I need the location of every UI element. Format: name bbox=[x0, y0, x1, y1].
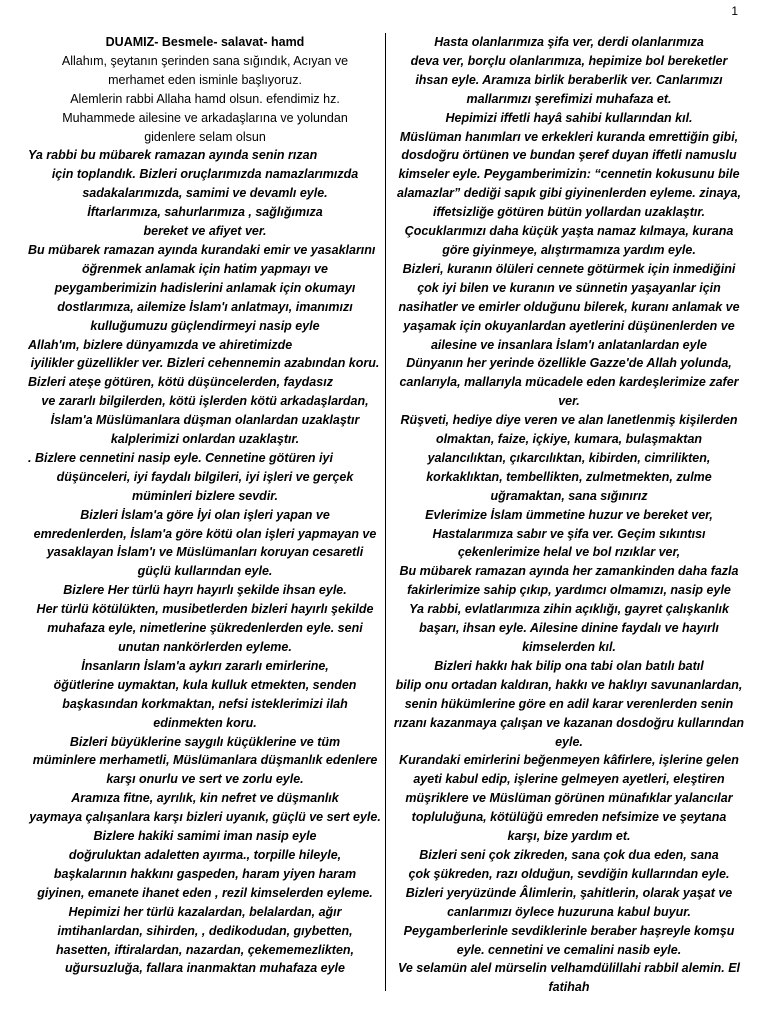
text-line: İslam'a Müslümanlara düşman olanlardan uzaklaştır bbox=[50, 413, 360, 428]
text-line: Aramıza fitne, ayrılık, kin nefret ve düşmanlık bbox=[71, 791, 339, 806]
text-line: sadakalarımızda, samimi ve devamlı eyle. bbox=[82, 186, 328, 201]
text-line: hasetten, iftiralardan, nazardan, çekememezlikten, bbox=[55, 942, 355, 957]
text-line: iffetsizliğe götüren bütün yollardan uzaklaştır. bbox=[432, 205, 706, 220]
right-column bbox=[392, 33, 746, 997]
text-line: mallarımızı şerefimizi muhafaza et. bbox=[466, 91, 672, 106]
text-line: Ya rabbi bu mübarek ramazan ayında senin rızan bbox=[28, 148, 318, 163]
text-line: eyle. bbox=[555, 734, 583, 749]
text-line: kulluğumuzu güçlendirmeyi nasip eyle bbox=[90, 318, 320, 333]
text-line: Bizleri yeryüzünde Âlimlerin, şahitlerin, olarak yaşat ve bbox=[405, 885, 733, 900]
text-line: deva ver, borçlu olanlarımıza, hepimize bol bereketler bbox=[410, 53, 728, 68]
text-line: eyle. cennetini ve cemalini nasib eyle. bbox=[456, 942, 682, 957]
text-line: çekenlerimize helal ve bol rızıklar ver, bbox=[457, 545, 681, 560]
text-line: rızanı kazanmaya çalışan ve kazanan dosdoğru kullarından bbox=[393, 715, 745, 730]
text-line: iyilikler güzellikler ver. Bizleri cehennemin azabından koru. bbox=[30, 356, 380, 371]
text-line: İftarlarımıza, sahurlarımıza , sağlığımıza bbox=[87, 205, 323, 220]
text-line: ihsan eyle. Aramıza birlik beraberlik ver. Canlarımızı bbox=[415, 72, 723, 87]
text-line: Bizlere hakiki samimi iman nasip eyle bbox=[93, 829, 317, 844]
text-line: Bu mübarek ramazan ayında kurandaki emir ve yasaklarını bbox=[28, 242, 376, 257]
text-line: ve zararlı bilgilerden, kötü işlerden kötü arkadaşlardan, bbox=[41, 394, 369, 409]
text-line: öğütlerine uymaktan, kula kulluk etmekten, senden bbox=[53, 677, 357, 692]
text-line: edinmekten koru. bbox=[153, 715, 257, 730]
text-line: alamazlar” dediği sapık gibi giyinenlerden eyleme. zinaya, bbox=[397, 186, 741, 201]
text-line: kimselerden kıl. bbox=[522, 640, 616, 654]
text-line: çok şükreden, razı olduğun, sevdiğin kullarından eyle. bbox=[408, 866, 730, 881]
text-line: Bizleri hakkı hak bilip ona tabi olan batılı batıl bbox=[434, 658, 704, 673]
text-line: canlarımızı öylece huzuruna kabul buyur. bbox=[447, 904, 691, 919]
text-line: başkalarının hakkını gaspeden, haram yiyen haram bbox=[53, 866, 357, 881]
text-line: Peygamberlerinle sevdiklerinle beraber haşreyle komşu bbox=[403, 923, 735, 938]
left-column bbox=[28, 33, 382, 978]
text-line: müminleri bizlere sevdir. bbox=[132, 488, 278, 503]
text-line: Müslüman hanımları ve erkekleri kuranda emrettiğin gibi, bbox=[399, 129, 739, 144]
text-line: yaymaya çalışanlara karşı bizleri uyanık, güçlü ve sert eyle. bbox=[29, 810, 381, 825]
text-line: Bizleri, kuranın ölüleri cennete götürmek için inmediğini bbox=[402, 261, 736, 276]
text-line: bilip onu ortadan kaldıran, hakkı ve haklıyı savunanlardan, bbox=[395, 677, 743, 692]
text-line: Ya rabbi, evlatlarımıza zihin açıklığı, gayret çalışkanlık bbox=[409, 602, 729, 617]
text-line: uğramaktan, sana sığınırız bbox=[490, 488, 648, 503]
text-line: yalancılıktan, çıkarcılıktan, kibirden, cimrilikten, bbox=[427, 450, 711, 465]
text-line: Allahım, şeytanın şerinden sana sığındık, Acıyan ve bbox=[61, 53, 349, 68]
text-line: Hepimizi iffetli hayâ sahibi kullarından kıl. bbox=[445, 110, 693, 125]
text-line: giyinen, emanete ihanet eden , rezil kimselerden eyleme. bbox=[37, 885, 373, 900]
text-line: emredenlerden, İslam'a göre kötü olan işleri yapmayan ve bbox=[33, 526, 377, 541]
text-line: kalplerimizi onlardan uzaklaştır. bbox=[110, 432, 300, 447]
text-line: Rüşveti, hediye diye veren ve alan lanetlenmiş kişilerden bbox=[400, 413, 738, 428]
text-line: Hastalarımıza sabır ve şifa ver. Geçim sıkıntısı bbox=[432, 526, 706, 541]
text-line: merhamet eden isminle başlıyoruz. bbox=[108, 72, 302, 87]
text-line: başarı, ihsan eyle. Ailesine dinine faydalı ve hayırlı bbox=[419, 621, 719, 636]
text-line: başkasından korkmaktan, nefsi isteklerimizi ilah bbox=[62, 696, 348, 711]
text-line: DUAMIZ- Besmele- salavat- hamd bbox=[105, 35, 305, 49]
text-line: peygamberimizin hadislerini anlamak için okumayı bbox=[54, 280, 356, 295]
text-line: Bu mübarek ramazan ayında her zamankinden daha fazla bbox=[399, 564, 739, 579]
text-line: Bizleri seni çok zikreden, sana çok dua eden, sana bbox=[419, 847, 719, 862]
text-line: topluluğuna, kötülüğü emreden nefsimize ve şeytana bbox=[411, 810, 727, 825]
text-line: senin hükümlerine göre en adil karar verenlerden senin bbox=[404, 696, 734, 711]
text-line: İnsanların İslam'a aykırı zararlı emirlerine, bbox=[81, 658, 329, 673]
text-line: unutan nankörlerden eyleme. bbox=[118, 640, 292, 654]
text-line: Çocuklarımızı daha küçük yaşta namaz kılmaya, kurana bbox=[404, 224, 734, 239]
text-line: Evlerimize İslam ümmetine huzur ve bereket ver, bbox=[425, 507, 713, 522]
text-line: ayeti kabul edip, işlerine gelmeyen ayetleri, eleştiren bbox=[413, 772, 725, 787]
text-line: kimseler eyle. Peygamberimizin: “cennetin kokusunu bile bbox=[398, 167, 740, 182]
text-line: çok iyi bilen ve kuranın ve sünnetin yaşayanlar için bbox=[417, 280, 721, 295]
text-line: uğursuzluğa, fallara inanmaktan muhafaza eyle bbox=[65, 961, 345, 976]
text-line: Muhammede ailesine ve arkadaşlarına ve yolundan bbox=[62, 110, 348, 125]
text-line: Bizlere Her türlü hayrı hayırlı şekilde ihsan eyle. bbox=[63, 583, 347, 598]
text-line: Dünyanın her yerinde özellikle Gazze'de Allah yolunda, bbox=[406, 356, 732, 371]
text-line: karşı, bize yardım et. bbox=[507, 829, 631, 844]
text-line: Hepimizi her türlü kazalardan, belalardan, ağır bbox=[68, 904, 342, 919]
text-line: güçlü kullarından eyle. bbox=[137, 564, 273, 579]
text-line: Bizleri büyüklerine saygılı küçüklerine ve tüm bbox=[69, 734, 341, 749]
text-line: Ve selamün alel mürselin velhamdülillahi rabbil alemin. El bbox=[397, 961, 741, 976]
text-line: Her türlü kötülükten, musibetlerden bizleri hayırlı şekilde bbox=[36, 602, 374, 617]
text-line: korkaklıktan, tembellikten, zulmetmekten, zulme bbox=[426, 469, 712, 484]
text-line: öğrenmek anlamak için hatim yapmayı ve bbox=[82, 261, 328, 276]
text-line: olmaktan, faize, içkiye, kumara, bulaşmaktan bbox=[435, 432, 703, 447]
text-line: yaşamak için okuyanlardan ayetlerini düşünenlerden ve bbox=[403, 318, 735, 333]
text-line: göre giyinmeye, alıştırmamıza yardım eyle. bbox=[442, 242, 696, 257]
text-line: Bizleri İslam'a göre İyi olan işleri yapan ve bbox=[80, 507, 330, 522]
text-line: ailesine ve insanlara İslam'ı anlatanlardan eyle bbox=[430, 337, 708, 352]
text-line: müşriklere ve Müslüman görünen münafıklar yalancılar bbox=[405, 791, 733, 806]
text-line: Kurandaki emirlerini beğenmeyen kâfirlere, işlerine gelen bbox=[399, 753, 739, 768]
text-line: ver. bbox=[558, 394, 580, 409]
text-line: için toplandık. Bizleri oruçlarımızda namazlarımızda bbox=[51, 167, 359, 182]
text-line: bereket ve afiyet ver. bbox=[143, 224, 267, 239]
text-line: . Bizlere cennetini nasip eyle. Cennetine götüren iyi bbox=[28, 450, 333, 465]
column-divider bbox=[385, 33, 386, 991]
text-line: karşı onurlu ve sert ve zorlu eyle. bbox=[106, 772, 304, 787]
text-line: gidenlere selam olsun bbox=[144, 129, 266, 144]
text-line: nasihatler ve emirler olduğunu bilerek, kuranı anlamak ve bbox=[398, 299, 740, 314]
text-line: yasaklayan İslam'ı ve Müslümanları koruyan cesaretli bbox=[46, 545, 364, 560]
text-line: imtihanlardan, sihirden, , dedikodudan, gıybetten, bbox=[57, 923, 353, 938]
text-line: muhafaza eyle, nimetlerine şükredenlerden eyle. seni bbox=[47, 621, 363, 636]
text-line: düşünceleri, iyi faydalı bilgileri, iyi işleri ve gerçek bbox=[56, 469, 354, 484]
text-line: müminlere merhametli, Müslümanlara düşmanlık edenlere bbox=[32, 753, 378, 768]
text-line: Allah'ım, bizlere dünyamızda ve ahiretimizde bbox=[28, 337, 293, 352]
text-line: Bizleri ateşe götüren, kötü düşüncelerden, faydasız bbox=[28, 375, 333, 390]
text-line: Alemlerin rabbi Allaha hamd olsun. efendimiz hz. bbox=[70, 91, 340, 106]
text-line: fakirlerimize sahip çıkıp, yardımcı olmamızı, nasip eyle bbox=[407, 583, 731, 598]
text-line: doğruluktan adaletten ayırma., torpille hileyle, bbox=[68, 847, 342, 862]
page-number: 1 bbox=[731, 4, 738, 18]
text-line: canlarıyla, mallarıyla mücadele eden kardeşlerimize zafer bbox=[399, 375, 739, 390]
text-line: fatihah bbox=[548, 980, 590, 995]
text-line: dosdoğru örtünen ve bundan şeref duyan iffetli namuslu bbox=[401, 148, 737, 163]
text-line: Hasta olanlarımıza şifa ver, derdi olanlarımıza bbox=[434, 35, 704, 49]
text-line: dostlarımıza, ailemize İslam'ı anlatmayı, imanımızı bbox=[57, 299, 353, 314]
